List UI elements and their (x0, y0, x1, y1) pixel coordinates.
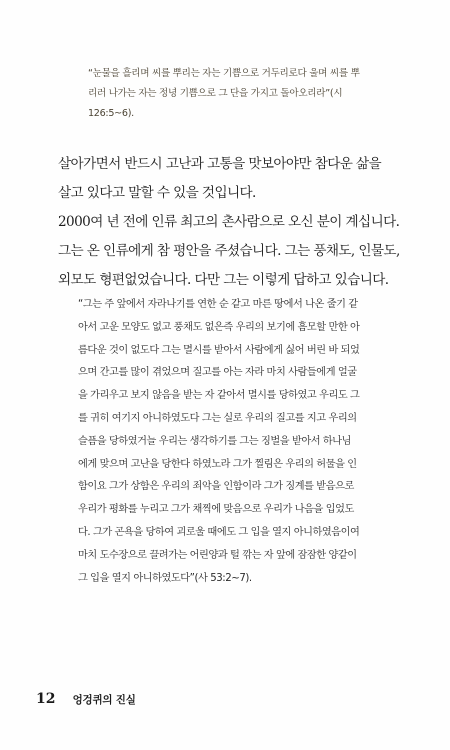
quote-line: 다. 그가 곤욕을 당하여 괴로울 때에도 그 입을 열지 아니하였음이여 (78, 526, 360, 538)
quote-line: 마치 도수장으로 끌려가는 어린양과 털 깎는 자 앞에 잠잠한 양같이 (78, 549, 357, 561)
body-line: 살아가면서 반드시 고난과 고통을 맛보아야만 참다운 삶을 (58, 156, 382, 172)
quote-line: 으며 간고를 많이 겪었으며 질고를 아는 자라 마치 사람들에게 얼굴 (78, 367, 357, 379)
running-title: 엉겅퀴의 진실 (72, 694, 136, 706)
page-footer (36, 688, 136, 707)
body-line: 2000여 년 전에 인류 최고의 촌사람으로 오신 분이 계십니다. (58, 214, 400, 230)
body-line: 살고 있다고 말할 수 있을 것입니다. (58, 185, 256, 201)
quote-line: 을 가리우고 보지 않음을 받는 자 같아서 멸시를 당하였고 우리도 그 (78, 390, 360, 402)
scripture-quote-psalm (88, 64, 390, 124)
body-line: 그는 온 인류에게 참 평안을 주셨습니다. 그는 풍채도, 인물도, (58, 243, 400, 259)
quote-line: 에게 맞으며 고난을 당한다 하였노라 그가 찔림은 우리의 허물을 인 (78, 458, 357, 470)
quote-line: 그 입을 열지 아니하였도다”(사 53:2~7). (78, 572, 252, 584)
quote-line: “그는 주 앞에서 자라나기를 연한 순 같고 마른 땅에서 나온 줄기 같 (78, 299, 358, 310)
quote-line: 를 귀히 여기지 아니하였도다 그는 실로 우리의 질고를 지고 우리의 (78, 412, 357, 424)
quote-line: 126:5~6). (88, 108, 134, 119)
quote-line: “눈물을 흘리며 씨를 뿌리는 자는 기쁨으로 거두리로다 울며 씨를 뿌 (88, 68, 360, 79)
quote-line: 아서 고운 모양도 없고 풍채도 없은즉 우리의 보기에 흠모할 만한 아 (78, 321, 360, 333)
quote-line: 함이요 그가 상함은 우리의 죄악을 인함이라 그가 징계를 받음으로 (78, 481, 354, 493)
quote-line: 슬픔을 당하였거늘 우리는 생각하기를 그는 징벌을 받아서 하나님 (78, 435, 352, 447)
quote-line: 리러 나가는 자는 정녕 기쁨으로 그 단을 가지고 돌아오리라”(시 (88, 88, 343, 99)
quote-line: 름다운 것이 없도다 그는 멸시를 받아서 사람에게 싫어 버린 바 되었 (78, 344, 360, 356)
quote-line: 우리가 평화를 누리고 그가 채찍에 맞음으로 우리가 나음을 입었도 (78, 504, 354, 516)
page-number: 12 (36, 691, 56, 707)
body-text (58, 150, 410, 295)
body-line: 외모도 형편없었습니다. 다만 그는 이렇게 답하고 있습니다. (58, 272, 389, 288)
scripture-quote-isaiah (78, 294, 408, 590)
